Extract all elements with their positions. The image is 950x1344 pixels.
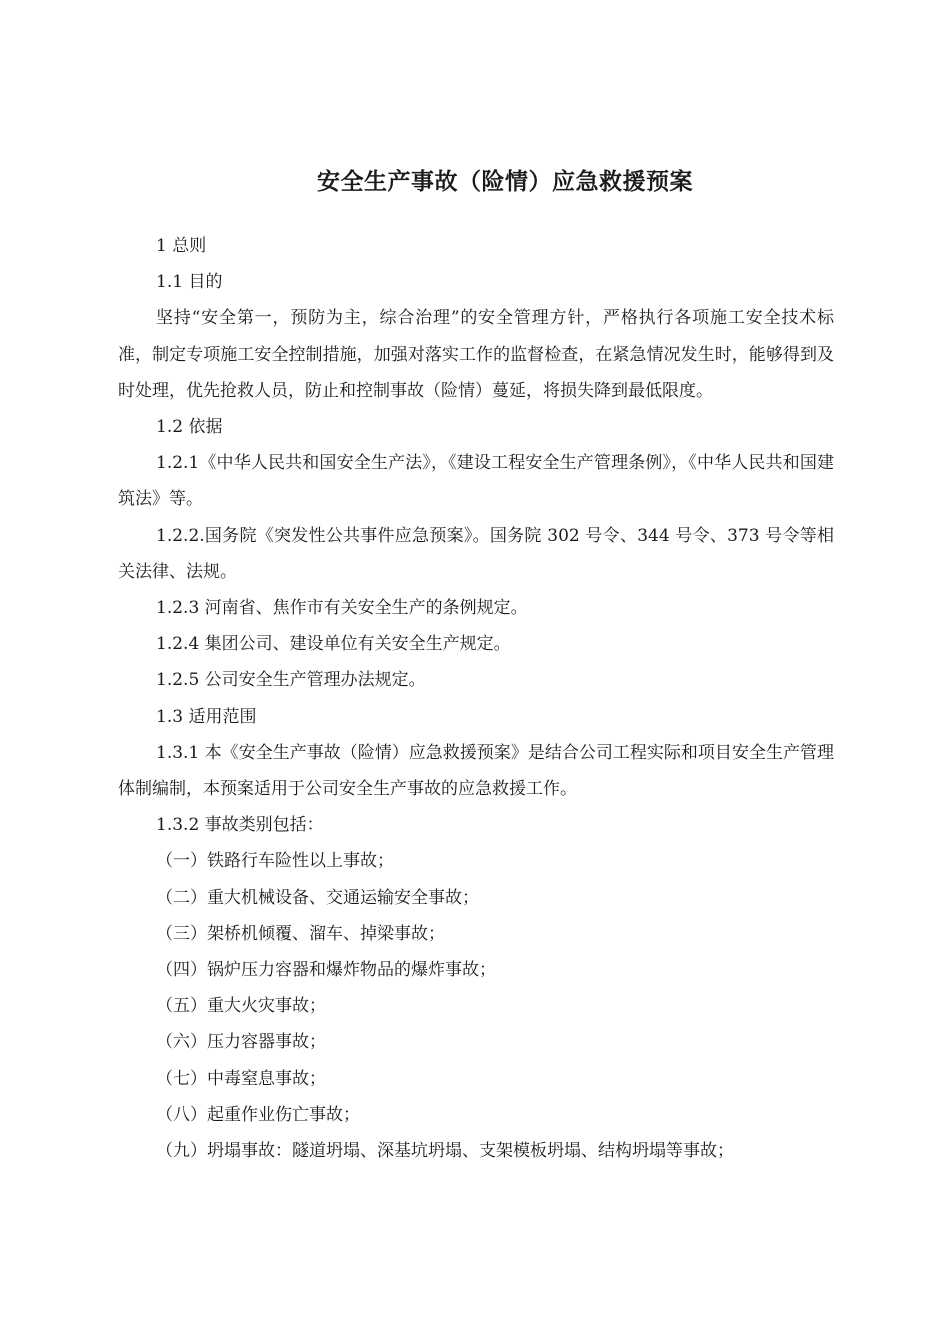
paragraph-basis-1-2-4: 1.2.4 集团公司、建设单位有关安全生产规定。 [156, 634, 511, 655]
list-item: （四）锅炉压力容器和爆炸物品的爆炸事故； [156, 960, 496, 981]
document-title: 安全生产事故（险情）应急救援预案 [317, 168, 693, 195]
list-item: （一）铁路行车险性以上事故； [156, 851, 394, 872]
paragraph-basis-1-2-2: 1.2.2.国务院《突发性公共事件应急预案》。国务院 302 号令、344 号令、373 号令等相关法律、法规。 [118, 525, 834, 582]
section-heading-1: 1 总则 [156, 236, 207, 256]
paragraph-basis-1-2-5: 1.2.5 公司安全生产管理办法规定。 [156, 670, 426, 691]
list-item: （九）坍塌事故：隧道坍塌、深基坑坍塌、支架模板坍塌、结构坍塌等事故； [156, 1141, 734, 1162]
paragraph-basis-1-2-3: 1.2.3 河南省、焦作市有关安全生产的条例规定。 [156, 598, 528, 619]
list-item: （八）起重作业伤亡事故； [156, 1104, 360, 1125]
section-heading-1-2: 1.2 依据 [156, 417, 223, 438]
paragraph-basis-1-2-1: 1.2.1《中华人民共和国安全生产法》，《建设工程安全生产管理条例》，《中华人民共和国建筑法》等。 [118, 453, 834, 510]
paragraph-scope-1-3-1: 1.3.1 本《安全生产事故（险情）应急救援预案》是结合公司工程实际和项目安全生产管理体制编制，本预案适用于公司安全生产事故的应急救援工作。 [118, 742, 834, 800]
list-item: （二）重大机械设备、交通运输安全事故； [156, 887, 479, 908]
list-item: （七）中毒窒息事故； [156, 1068, 326, 1089]
list-item: （三）架桥机倾覆、溜车、掉梁事故； [156, 923, 445, 944]
section-heading-1-1: 1.1 目的 [156, 272, 223, 293]
section-heading-1-3: 1.3 适用范围 [156, 706, 257, 727]
document-body [118, 228, 834, 1169]
list-item: （六）压力容器事故； [156, 1032, 326, 1053]
list-item: （五）重大火灾事故； [156, 996, 326, 1017]
paragraph-purpose: 坚持“安全第一，预防为主，综合治理”的安全管理方针，严格执行各项施工安全技术标准，制定专项施工安全控制措施，加强对落实工作的监督检查，在紧急情况发生时，能够得到及时处理，优先抢救人员，防止和控制事故（险情）蔓延，将损失降到最低限度。 [118, 308, 834, 401]
accident-type-list [118, 843, 834, 1169]
paragraph-scope-1-3-2: 1.3.2 事故类别包括： [156, 815, 324, 836]
